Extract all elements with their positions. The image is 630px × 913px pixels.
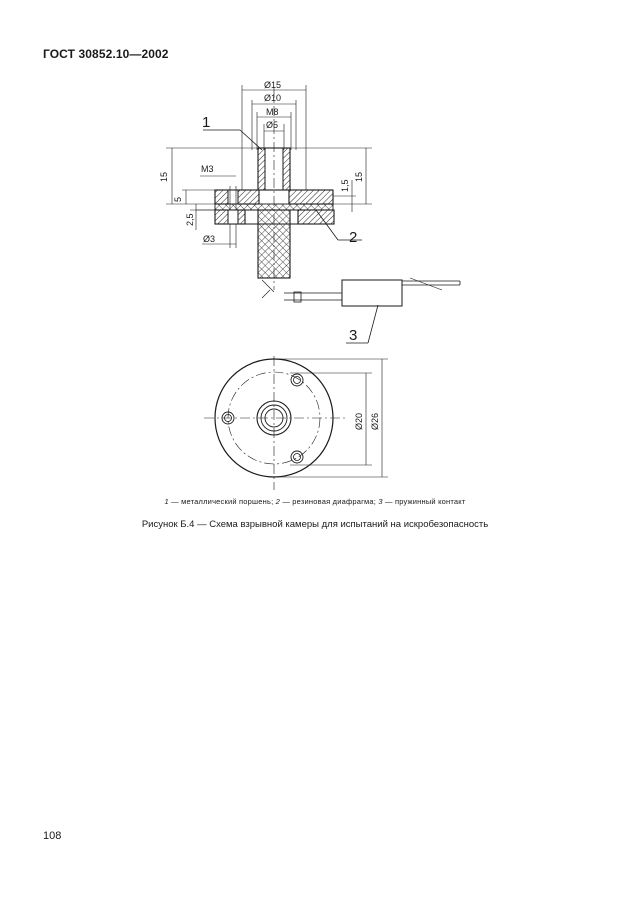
figure-legend — [0, 497, 630, 506]
dim-d20: Ø20 — [354, 412, 364, 430]
dim-h2-5: 2,5 — [185, 213, 195, 226]
legend-number-1: 1 — [164, 497, 169, 506]
legend-number-3: 3 — [378, 497, 383, 506]
callout-1: 1 — [202, 114, 211, 131]
dim-h5: 5 — [173, 196, 183, 202]
diaphragm — [215, 204, 333, 210]
page-number: 108 — [43, 830, 62, 842]
dim-d5: Ø5 — [266, 120, 279, 130]
dim-m3: M3 — [201, 164, 214, 174]
insulator-stem — [258, 210, 290, 278]
mounting-hole-bottom — [291, 451, 303, 463]
legend-text-1: — металлический поршень; — [168, 497, 276, 506]
dim-h15-right: 15 — [354, 171, 364, 182]
piston-wall-right — [283, 148, 290, 190]
callout-2: 2 — [349, 229, 358, 246]
dim-h1-5: 1,5 — [340, 179, 350, 192]
dim-d15: Ø15 — [264, 80, 282, 90]
callout-3: 3 — [349, 327, 358, 344]
figure-caption: Рисунок Б.4 — Схема взрывной камеры для испытаний на искробезопасность — [141, 519, 489, 530]
piston-wall-left — [258, 148, 265, 190]
dim-d10: Ø10 — [264, 93, 282, 103]
dim-d26: Ø26 — [370, 412, 380, 430]
flange-right — [289, 190, 333, 204]
document-header: ГОСТ 30852.10—2002 — [43, 47, 169, 61]
legend-text-3: — пружинный контакт — [382, 497, 466, 506]
legend-number-2: 2 — [275, 497, 281, 506]
dim-h15-left: 15 — [159, 171, 169, 182]
dim-d3: Ø3 — [203, 234, 216, 244]
mounting-hole-top — [291, 374, 303, 386]
body-right — [298, 210, 334, 224]
legend-text-2: — резиновая диафрагма; — [280, 497, 379, 506]
spring-contact-block — [342, 280, 402, 306]
dim-m8: M8 — [266, 107, 279, 117]
